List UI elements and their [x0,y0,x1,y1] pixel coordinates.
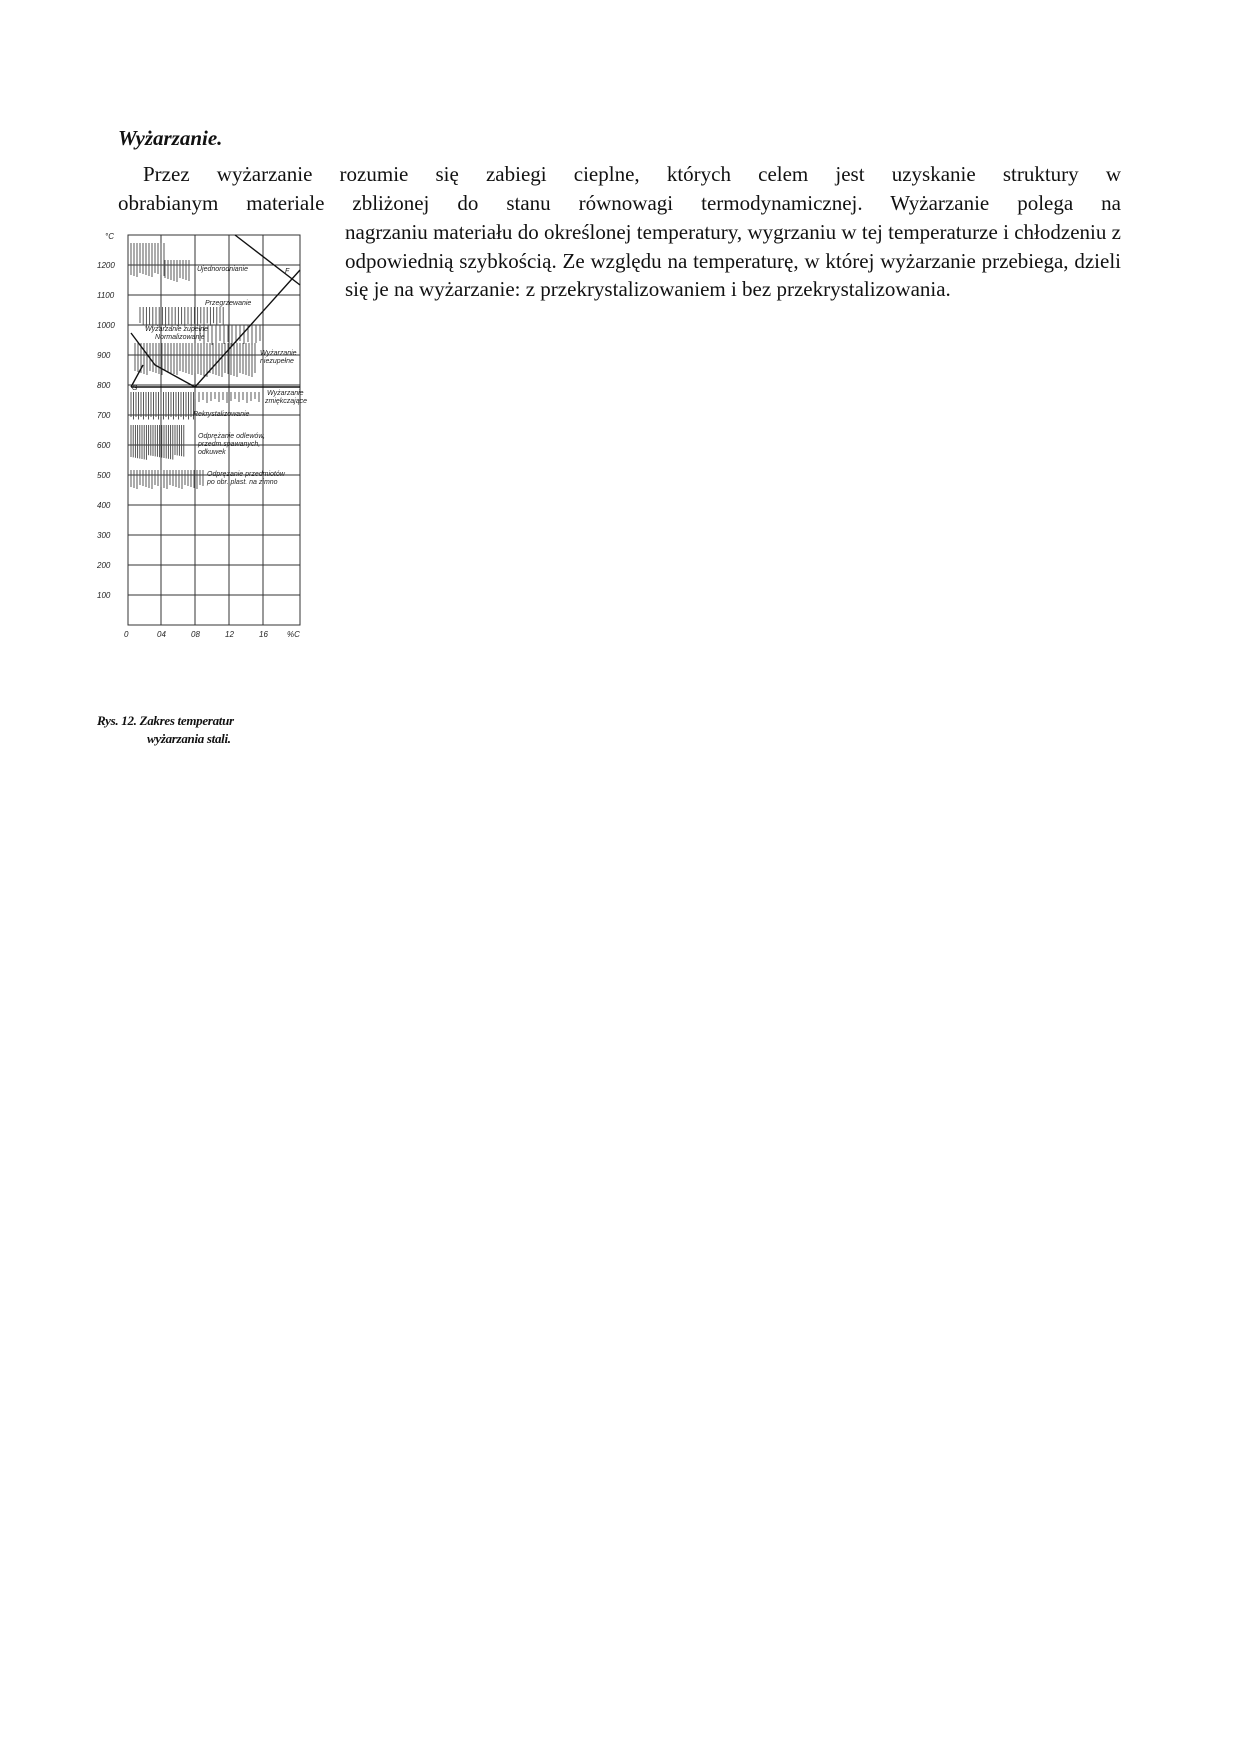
x-tick-label: 08 [191,630,200,639]
y-tick-label: 600 [97,441,111,450]
x-tick-label: 0 [124,630,129,639]
x-axis-ticks [124,630,268,639]
zone-label-rekrystalizowanie: Rekrystalizowanie [193,411,250,418]
zone-label-odprezanie-3: odkuwek [198,449,226,456]
x-tick-label: 12 [225,630,234,639]
diagram-svg [95,225,315,695]
zone-label-odprezanie-1: Odprężanie odlewów, [198,433,265,440]
y-tick-label: 1200 [97,261,115,270]
zone-label-zmiekczajace-2: zmiękczające [265,398,308,405]
y-axis-ticks [96,261,115,600]
diagram-grid [128,235,300,625]
zone-label-ujednorodnianie: Ujednorodnianie [197,266,248,273]
y-axis-unit: °C [105,232,114,241]
intro-line-1: Przez wyżarzanie rozumie się zabiegi cieplne, których celem jest uzyskanie struktury w [143,162,1121,186]
intro-paragraph [118,160,1121,217]
y-tick-label: 900 [97,351,111,360]
y-tick-label: 500 [97,471,111,480]
point-f-label: F [285,268,290,275]
figure-caption [97,712,297,748]
section-heading: Wyżarzanie. [118,126,223,150]
caption-line-2: wyżarzania stali. [147,731,231,746]
body-paragraph: nagrzaniu materiału do określonej temperatury, wygrzaniu w tej temperaturze i chłodzeniu z odpowiednią szybkością. Ze względu na temperaturę, w której wyżarzanie przebiega, dzieli się je na wyżarzanie: z przekrystalizowaniem i bez przekrystalizowania. [345,220,1121,301]
point-g-label: G [132,385,138,392]
zone-label-odprezanie-2: przedm.spawanych, [198,441,261,448]
annealing-temperature-diagram [95,225,315,695]
zone-label-przegrzewanie: Przegrzewanie [205,300,252,307]
x-axis-unit: %C [287,630,300,639]
zone-label-niezupelne-1: Wyżarzanie [260,350,297,357]
x-tick-label: 04 [157,630,166,639]
g-line [131,365,143,387]
y-tick-label: 1100 [97,291,115,300]
zone-label-niezupelne-2: niezupełne [260,358,294,365]
acm-line [195,270,300,387]
zone-label-zmiekczajace-1: Wyżarzanie [267,390,304,397]
intro-line-2: obrabianym materiale zbliżonej do stanu równowagi termodynamicznej. Wyżarzanie polega na [118,190,1121,215]
y-tick-label: 300 [97,531,111,540]
zone-label-odprezanie-po-1: Odprężanie przedmiotów [207,471,285,478]
y-tick-label: 800 [97,381,111,390]
caption-line-1: Rys. 12. Zakres temperatur [97,713,234,728]
y-tick-label: 700 [97,411,111,420]
y-tick-label: 100 [97,591,111,600]
y-tick-label: 1000 [97,321,115,330]
y-tick-label: 400 [97,501,111,510]
zone-label-normalizowanie: Normalizowanie [155,334,205,341]
zone-label-zupelne: Wyżarzanie zupełne [145,326,209,333]
zone-label-odprezanie-po-2: po obr. plast. na zimno [207,479,278,486]
upper-line [235,235,300,285]
y-tick-label: 200 [97,561,111,570]
x-tick-label: 16 [259,630,268,639]
